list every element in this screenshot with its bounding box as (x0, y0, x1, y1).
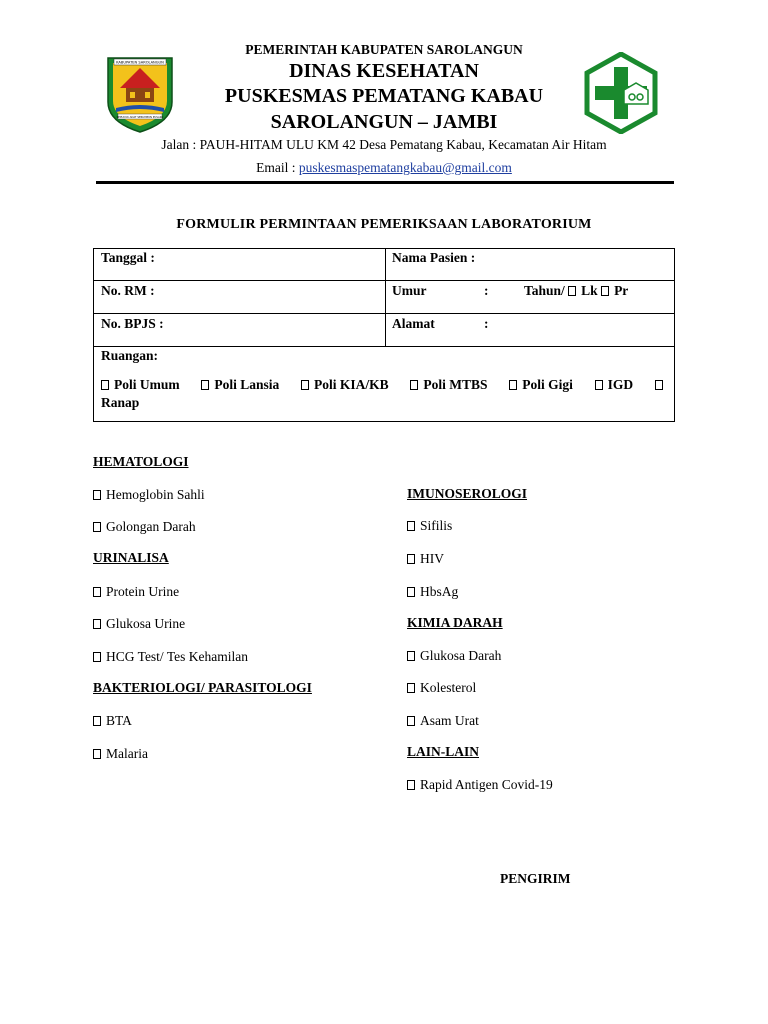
pengirim-label: PENGIRIM (500, 871, 571, 886)
email-line (0, 160, 768, 176)
umur-colon: : (484, 283, 489, 298)
ruangan-option[interactable] (101, 377, 180, 393)
checklist-item[interactable] (407, 584, 458, 600)
checklist-item[interactable] (93, 519, 196, 535)
crest-motto-text: SEPUCUK ADAT SERUMPUN PUSAKO (116, 115, 164, 119)
checkbox[interactable] (93, 749, 101, 759)
alamat-colon: : (484, 316, 489, 331)
lk-label: Lk (581, 283, 598, 298)
table-col-divider (385, 249, 386, 346)
item-label: Sifilis (420, 518, 453, 533)
option-label: Poli KIA/KB (314, 377, 389, 392)
checkbox[interactable] (595, 380, 603, 390)
option-label: IGD (607, 377, 634, 392)
option-label: Poli Gigi (522, 377, 573, 392)
checkbox[interactable] (407, 780, 415, 790)
ruangan-options (101, 377, 668, 411)
puskesmas-title: PUSKESMAS PEMATANG KABAU (224, 85, 544, 107)
item-label: Hemoglobin Sahli (106, 487, 205, 502)
umur-gender-group (524, 283, 628, 299)
checkbox[interactable] (93, 716, 101, 726)
pr-label: Pr (614, 283, 629, 298)
lain-lain-heading: LAIN-LAIN (407, 744, 480, 759)
checkbox[interactable] (407, 587, 415, 597)
no-bpjs-field[interactable]: No. BPJS : (101, 316, 164, 331)
checklist-item[interactable] (93, 746, 148, 762)
tahun-label: Tahun/ (524, 283, 565, 298)
checkbox[interactable] (407, 651, 415, 661)
item-label: HCG Test/ Tes Kehamilan (106, 649, 248, 664)
item-label: Asam Urat (420, 713, 479, 728)
alamat-label[interactable]: Alamat (392, 316, 435, 331)
checkbox[interactable] (101, 380, 109, 390)
bakteriologi-heading: BAKTERIOLOGI/ PARASITOLOGI (93, 680, 312, 695)
item-label: Glukosa Urine (106, 616, 186, 631)
item-label: Kolesterol (420, 680, 477, 695)
imunoserologi-heading: IMUNOSEROLOGI (407, 486, 528, 501)
checklist-item[interactable] (407, 713, 479, 729)
email-link[interactable]: puskesmaspematangkabau@gmail.com (298, 160, 512, 175)
department-title: DINAS KESEHATAN (289, 60, 479, 82)
pr-checkbox[interactable] (601, 286, 609, 296)
checklist-item[interactable] (407, 518, 452, 534)
ruangan-option[interactable] (509, 377, 573, 393)
lk-checkbox[interactable] (568, 286, 576, 296)
item-label: Golongan Darah (106, 519, 196, 534)
option-label: Poli Lansia (214, 377, 280, 392)
item-label: BTA (106, 713, 132, 728)
hematologi-heading: HEMATOLOGI (93, 454, 189, 469)
checkbox[interactable] (93, 587, 101, 597)
checkbox[interactable] (93, 619, 101, 629)
checklist-item[interactable] (407, 648, 501, 664)
checkbox[interactable] (201, 380, 209, 390)
city-title: SAROLANGUN – JAMBI (270, 111, 498, 133)
checkbox[interactable] (93, 522, 101, 532)
ruangan-option[interactable] (410, 377, 487, 393)
item-label: Rapid Antigen Covid-19 (420, 777, 553, 792)
checkbox[interactable] (407, 716, 415, 726)
checklist-item[interactable] (93, 616, 185, 632)
checklist-item[interactable] (93, 584, 179, 600)
option-label: Poli Umum (114, 377, 180, 392)
government-line: PEMERINTAH KABUPATEN SAROLANGUN (245, 42, 523, 57)
checklist-item[interactable] (407, 777, 553, 793)
ruangan-option[interactable] (595, 377, 634, 393)
checkbox[interactable] (407, 554, 415, 564)
nama-pasien-field[interactable]: Nama Pasien : (392, 250, 476, 265)
option-label: Poli MTBS (423, 377, 488, 392)
item-label: Malaria (106, 746, 148, 761)
item-label: Protein Urine (106, 584, 180, 599)
item-label: HbsAg (420, 584, 459, 599)
checkbox[interactable] (509, 380, 517, 390)
ruangan-option-ranap-label: Ranap (101, 395, 140, 410)
header-divider-thin (96, 183, 674, 184)
checklist-item[interactable] (93, 713, 132, 729)
kimia-darah-heading: KIMIA DARAH (407, 615, 503, 630)
table-row-divider (94, 346, 674, 347)
address-line: Jalan : PAUH-HITAM ULU KM 42 Desa Pematang Kabau, Kecamatan Air Hitam (161, 137, 607, 152)
ruangan-option[interactable] (301, 377, 389, 393)
umur-label[interactable]: Umur (392, 283, 427, 298)
item-label: Glukosa Darah (420, 648, 502, 663)
checkbox[interactable] (301, 380, 309, 390)
checklist-item[interactable] (93, 649, 248, 665)
checkbox[interactable] (410, 380, 418, 390)
no-rm-field[interactable]: No. RM : (101, 283, 155, 298)
checklist-item[interactable] (407, 680, 476, 696)
crest-banner-text: KABUPATEN SAROLANGUN (116, 60, 164, 65)
tanggal-field[interactable]: Tanggal : (101, 250, 155, 265)
checklist-item[interactable] (407, 551, 444, 567)
table-row-divider (94, 280, 674, 281)
patient-info-table (93, 248, 675, 422)
urinalisa-heading: URINALISA (93, 550, 169, 565)
ruangan-label: Ruangan: (101, 348, 159, 363)
checkbox[interactable] (655, 380, 663, 390)
table-row-divider (94, 313, 674, 314)
item-label: HIV (420, 551, 444, 566)
ruangan-option-ranap-checkbox[interactable] (655, 377, 668, 393)
checkbox[interactable] (93, 652, 101, 662)
form-title: FORMULIR PERMINTAAN PEMERIKSAAN LABORATORIUM (176, 217, 592, 232)
checklist-item[interactable] (93, 487, 205, 503)
checkbox[interactable] (407, 521, 415, 531)
checkbox[interactable] (93, 490, 101, 500)
email-label: Email : (256, 160, 299, 175)
ruangan-option[interactable] (201, 377, 279, 393)
checkbox[interactable] (407, 683, 415, 693)
